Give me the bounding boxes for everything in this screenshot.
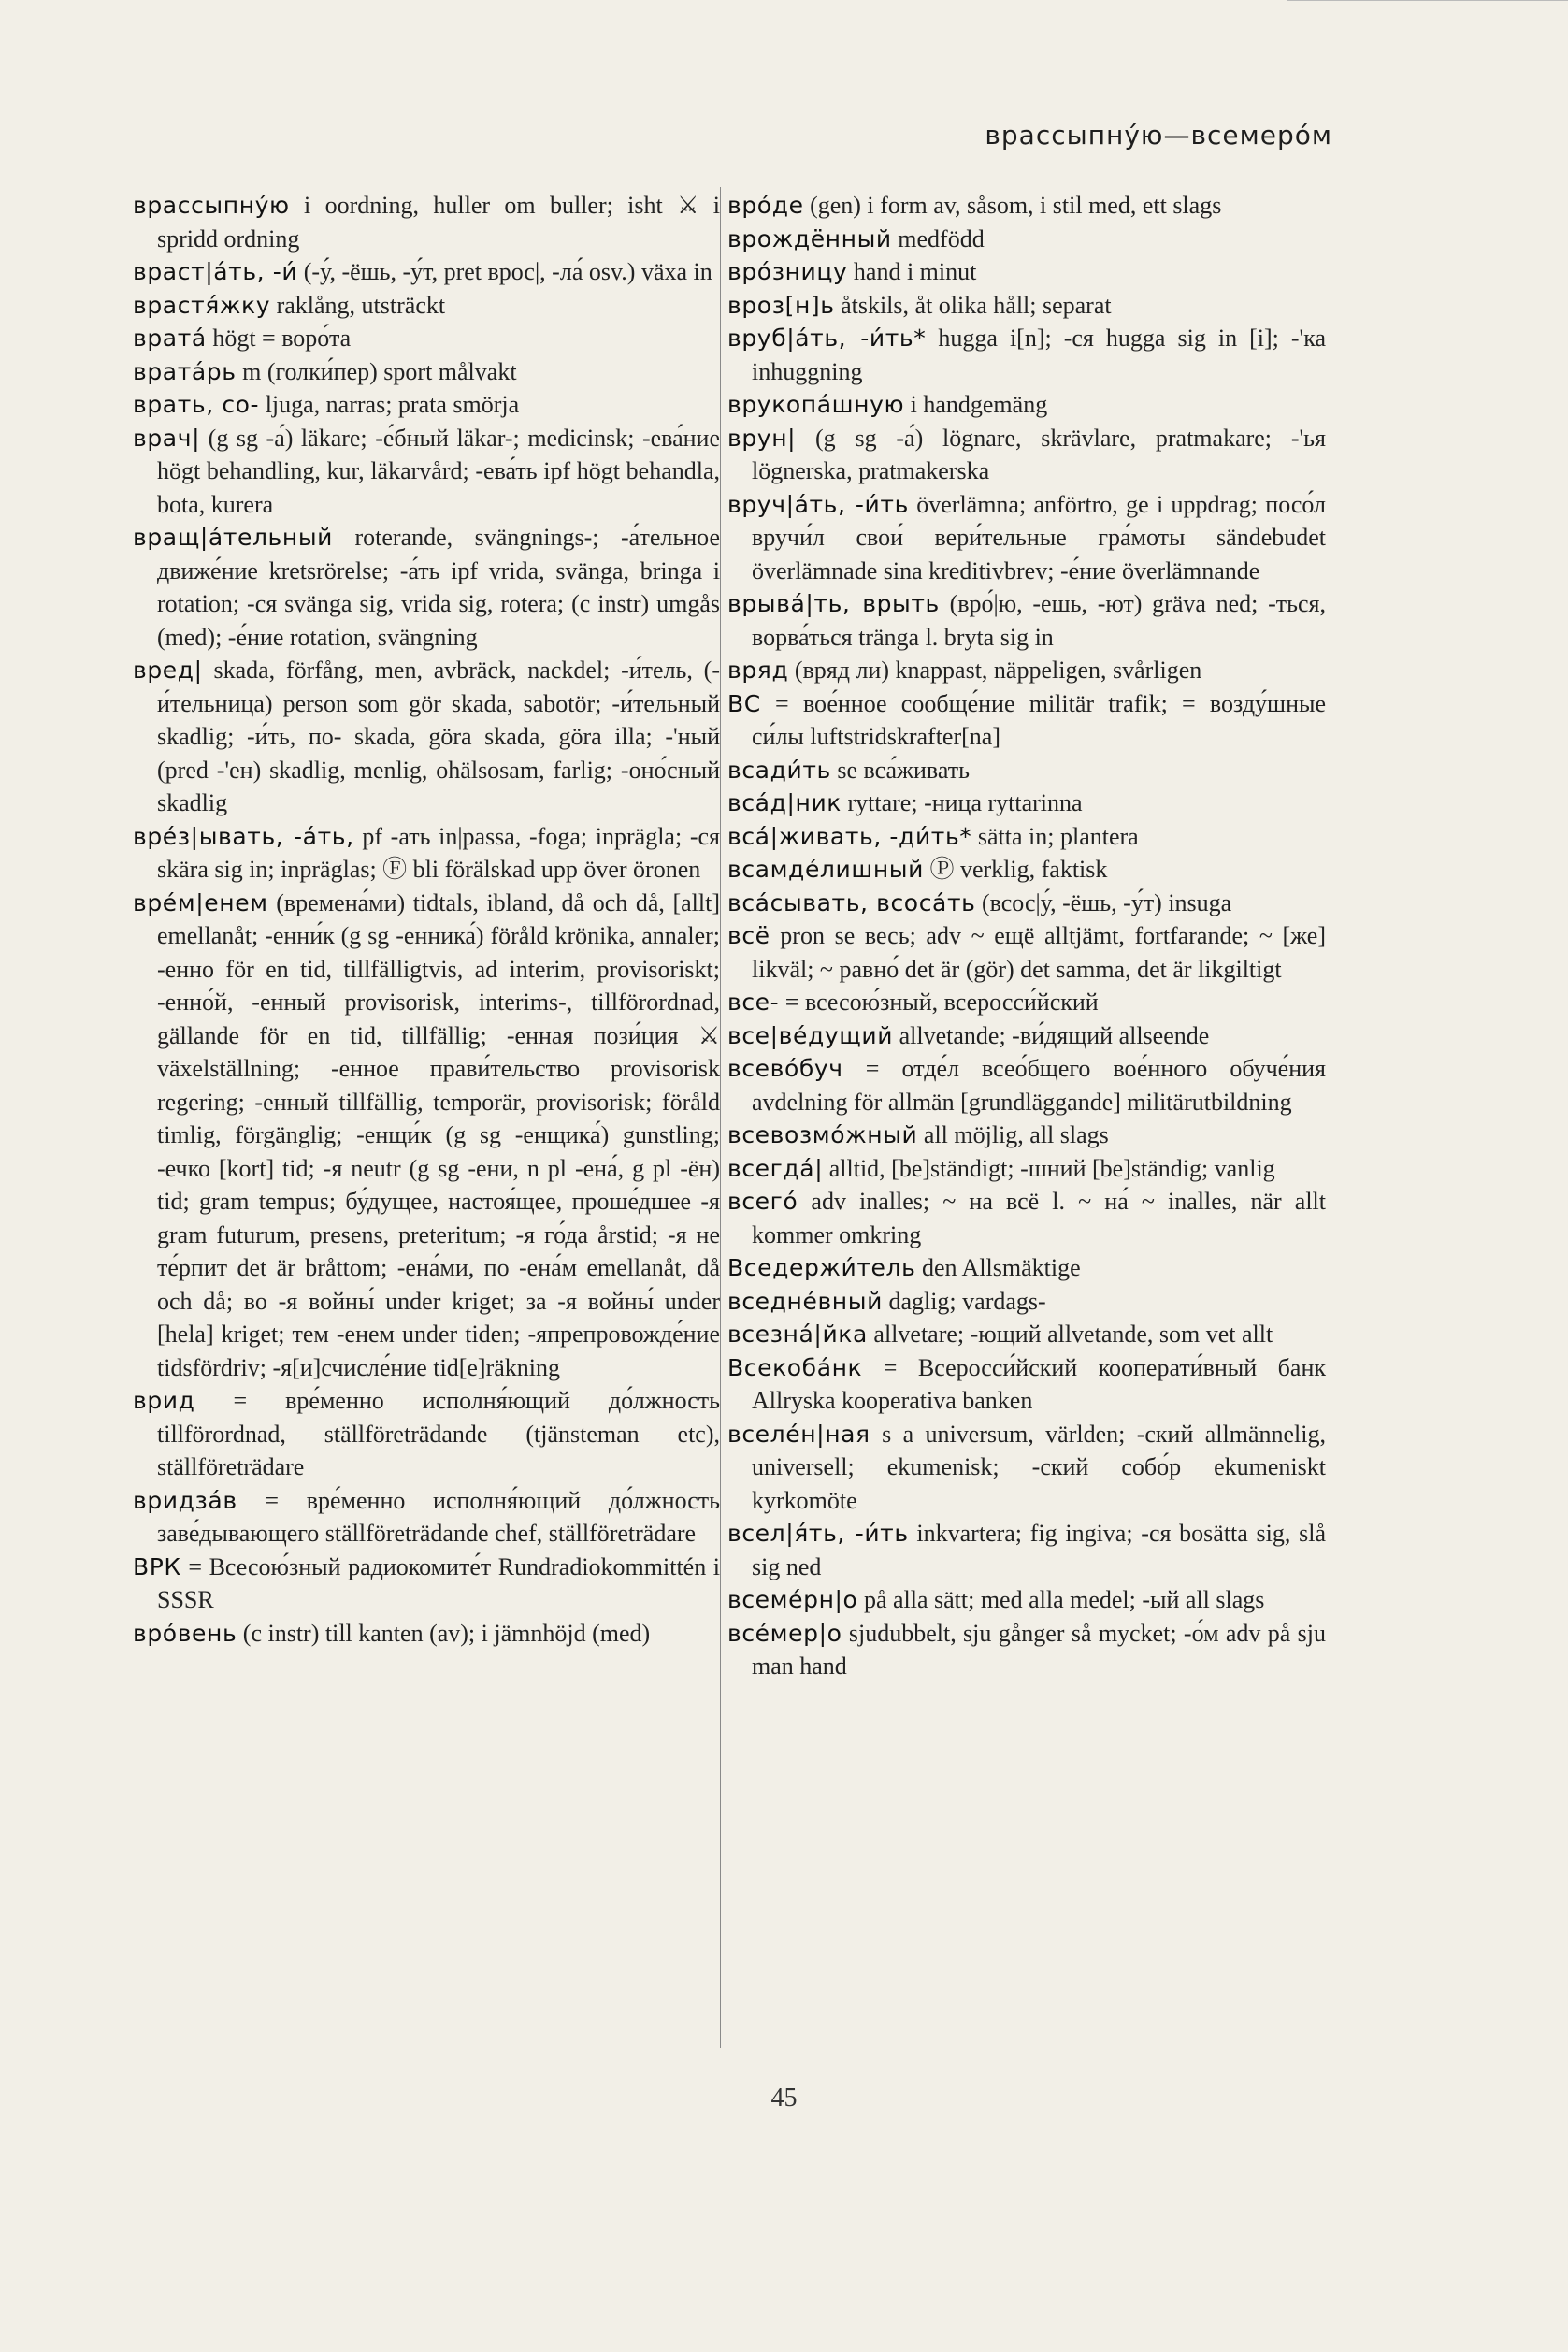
dictionary-entry bbox=[133, 887, 720, 1385]
dictionary-entry bbox=[727, 853, 1326, 887]
entry-headword: все|ве́дущий bbox=[727, 1021, 894, 1049]
dictionary-entry bbox=[727, 388, 1326, 422]
dictionary-entry bbox=[727, 986, 1326, 1019]
entry-headword: все́мер|о bbox=[727, 1619, 842, 1647]
dictionary-entry bbox=[727, 1152, 1326, 1186]
dictionary-entry bbox=[727, 754, 1326, 787]
entry-definition: Ⓟ verklig, faktisk bbox=[929, 856, 1108, 883]
dictionary-entry bbox=[727, 1418, 1326, 1518]
entry-headword: вро́зницу bbox=[727, 258, 848, 285]
entry-headword: врата́рь bbox=[133, 357, 237, 385]
entry-definition: = вре́менно исполня́ющий до́лжность заве́дывающего ställföreträdande chef, ställföreträdare bbox=[157, 1486, 721, 1547]
entry-headword: вридза́в bbox=[133, 1486, 237, 1514]
entry-definition: hugga i[n]; -ся hugga sig in [i]; -'ка inhuggning bbox=[752, 325, 1326, 385]
entry-headword: вращ|а́тельный bbox=[133, 524, 334, 551]
dictionary-entry bbox=[727, 1019, 1326, 1053]
entry-definition: i oordning, huller om buller; isht ⚔ i spridd ordning bbox=[157, 192, 720, 253]
entry-definition: se вса́живать bbox=[837, 756, 970, 784]
entry-headword: Вседержи́тель bbox=[727, 1254, 916, 1281]
dictionary-entry bbox=[727, 1251, 1326, 1285]
entry-headword: врождённый bbox=[727, 224, 892, 253]
entry-definition: allvetare; -ющий allvetande, som vet allt bbox=[873, 1320, 1273, 1348]
entry-headword: вса́д|ник bbox=[727, 789, 842, 816]
dictionary-entry bbox=[133, 521, 720, 654]
dictionary-entry bbox=[727, 820, 1326, 854]
entry-headword: вро́де bbox=[727, 192, 804, 219]
page-number: 45 bbox=[770, 2084, 798, 2113]
entry-definition: ryttare; -ница ryttarinna bbox=[847, 789, 1083, 816]
entry-headword: врать, со- bbox=[133, 391, 260, 418]
entry-definition: s a universum, världen; -ский allmännelig, universell; ekumenisk; -ский собо́р ekumeniskt kyrkomöte bbox=[752, 1420, 1326, 1514]
dictionary-entry bbox=[133, 1551, 720, 1617]
entry-headword: ВРК bbox=[133, 1552, 181, 1580]
dictionary-entry bbox=[727, 887, 1326, 920]
dictionary-entry bbox=[727, 322, 1326, 388]
entry-headword: враст|а́ть, -и́ bbox=[133, 258, 298, 285]
dictionary-entry bbox=[133, 289, 720, 323]
entry-headword: все- bbox=[727, 988, 780, 1016]
entry-definition: (g sg -а́) lögnare, skrävlare, pratmakare; -'ья lögnerska, pratmakerska bbox=[752, 424, 1326, 484]
entry-headword: всего́ bbox=[727, 1188, 798, 1215]
entry-definition: högt = воро́та bbox=[212, 325, 352, 352]
dictionary-entry bbox=[727, 1583, 1326, 1617]
entry-definition: åtskils, åt olika håll; separat bbox=[841, 291, 1112, 319]
entry-definition: pron se весь; adv ~ ещё alltjämt, fortfarande; ~ [же] likväl; ~ равно́ det är (gör) det samma, det är likgiltigt bbox=[752, 922, 1327, 983]
dictionary-entry bbox=[727, 786, 1326, 820]
dictionary-entry bbox=[727, 1052, 1326, 1118]
entry-definition: sjudubbelt, sju gånger så mycket; -о́м adv på sju man hand bbox=[752, 1619, 1327, 1680]
entry-headword: врастя́жку bbox=[133, 291, 271, 319]
entry-definition: överlämna; anförtro, ge i uppdrag; посо́л вручи́л свои́ вери́тельные гра́моты sändebudet överlämnade sina kreditivbrev; -е́ние överlämnande bbox=[752, 490, 1327, 584]
dictionary-entry bbox=[727, 1617, 1326, 1683]
dictionary-entry bbox=[133, 255, 720, 289]
entry-definition: skada, förfång, men, avbräck, nackdel; -и́тель, (-и́тельница) person som gör skada, sabotör; -и́тельный skadlig; -и́ть, по- skada, göra skada, göra illa; -'ный (pred -'ен) skadlig, menlig, ohälsosam, farlig; -оно́сный skadlig bbox=[157, 657, 720, 816]
dictionary-entry bbox=[727, 654, 1326, 687]
left-column bbox=[133, 189, 720, 1650]
dictionary-entry bbox=[727, 223, 1326, 256]
dictionary-entry bbox=[727, 422, 1326, 488]
entry-definition: (-у́, -ёшь, -у́т, pret врос|, -ла́ osv.) växa in bbox=[303, 258, 712, 285]
entry-definition: (g sg -а́) läkare; -е́бный läkar-; medicinsk; -ева́ние högt behandling, kur, läkarvård; -ева́ть ipf högt behandla, bota, kurera bbox=[157, 424, 720, 518]
entry-definition: sätta in; plantera bbox=[977, 822, 1139, 850]
entry-definition: (всос|у́, -ёшь, -у́т) insuga bbox=[981, 888, 1232, 916]
entry-headword: всамде́лишный bbox=[727, 856, 924, 883]
entry-headword: Всекоба́нк bbox=[727, 1353, 863, 1381]
entry-headword: вре́з|ывать, -а́ть, bbox=[133, 822, 354, 850]
dictionary-entry bbox=[727, 587, 1326, 654]
column-divider bbox=[720, 187, 721, 2048]
entry-definition: daglig; vardags- bbox=[888, 1287, 1046, 1315]
entry-headword: всел|я́ть, -и́ть bbox=[727, 1520, 909, 1547]
page-edge-mark bbox=[1287, 0, 1568, 5]
right-column bbox=[727, 189, 1326, 1683]
entry-headword: вроз[н]ь bbox=[727, 291, 835, 319]
entry-headword: всеме́рн|о bbox=[727, 1586, 858, 1613]
dictionary-entry bbox=[133, 1384, 720, 1484]
entry-definition: allvetande; -ви́дящий allseende bbox=[899, 1021, 1210, 1049]
entry-headword: врукопа́шную bbox=[727, 391, 905, 418]
dictionary-entry bbox=[133, 1617, 720, 1651]
entry-headword: всегда́| bbox=[727, 1154, 824, 1182]
entry-definition: = всесою́зный, всеросси́йский bbox=[784, 988, 1099, 1016]
dictionary-entry bbox=[727, 1185, 1326, 1251]
entry-headword: вселе́н|ная bbox=[727, 1420, 870, 1448]
dictionary-entry bbox=[727, 1318, 1326, 1351]
entry-definition: (вряд ли) knappast, näppeligen, svårligen bbox=[794, 657, 1202, 684]
dictionary-entry bbox=[133, 654, 720, 820]
entry-definition: = Всеросси́йский кооперати́вный банк Allryska kooperativa banken bbox=[752, 1353, 1326, 1414]
entry-definition: = отде́л всео́бщего вое́нного обуче́ния avdelning för allmän [grundläggande] militärutbildning bbox=[752, 1055, 1326, 1116]
entry-headword: вред| bbox=[133, 657, 203, 684]
entry-definition: ljuga, narras; prata smörja bbox=[265, 391, 520, 418]
entry-definition: = Всесою́зный радиокомите́т Rundradiokommittén i SSSR bbox=[157, 1552, 721, 1613]
entry-headword: врассыпну́ю bbox=[133, 192, 290, 219]
entry-definition: = вре́менно исполня́ющий до́лжность tillförordnad, ställföreträdande (tjänsteman etc), ställföreträdare bbox=[157, 1387, 721, 1480]
dictionary-entry bbox=[727, 289, 1326, 323]
entry-headword: всевозмо́жный bbox=[727, 1121, 918, 1148]
entry-definition: hand i minut bbox=[853, 258, 977, 285]
entry-headword: врид bbox=[133, 1387, 195, 1414]
dictionary-entry bbox=[727, 1351, 1326, 1418]
entry-headword: вряд bbox=[727, 657, 789, 684]
entry-definition: medfödd bbox=[898, 224, 985, 253]
dictionary-entry bbox=[133, 189, 720, 255]
entry-definition: alltid, [be]ständigt; -шний [be]ständig; vanlig bbox=[828, 1154, 1275, 1182]
entry-definition: = вое́нное сообще́ние militär trafik; = возду́шные си́лы luftstridskrafter[na] bbox=[752, 689, 1326, 750]
entry-definition: (gen) i form av, såsom, i stil med, ett slags bbox=[810, 192, 1222, 219]
entry-definition: pf -ать in|passa, -foga; inprägla; -ся skära sig in; inpräglas; Ⓕ bli förälskad upp över öronen bbox=[157, 822, 721, 883]
entry-definition: (вро́|ю, -ешь, -ют) gräva ned; -ться, ворва́ться tränga l. bryta sig in bbox=[752, 590, 1327, 651]
dictionary-entry bbox=[133, 820, 720, 887]
entry-headword: вре́м|енем bbox=[133, 888, 268, 916]
entry-headword: вса́сывать, всоса́ть bbox=[727, 888, 976, 916]
dictionary-entry bbox=[727, 1118, 1326, 1152]
entry-headword: вруб|а́ть, -и́ть* bbox=[727, 325, 927, 352]
entry-headword: вса́|живать, -ди́ть* bbox=[727, 822, 972, 850]
entry-headword: врун| bbox=[727, 424, 797, 452]
dictionary-entry bbox=[727, 1285, 1326, 1319]
entry-definition: raklång, utsträckt bbox=[276, 291, 446, 319]
dictionary-entry bbox=[727, 488, 1326, 588]
dictionary-entry bbox=[727, 919, 1326, 986]
entry-definition: roterande, svängnings-; -а́тельное движе́ние kretsrörelse; -а́ть ipf vrida, svänga, bringa i rotation; -ся svänga sig, vrida sig, rotera; (с instr) umgås (med); -е́ние rotation, svängning bbox=[157, 524, 720, 651]
entry-definition: på alla sätt; med alla medel; -ый all slags bbox=[863, 1586, 1265, 1613]
running-head: врассыпну́ю—всемеро́м bbox=[985, 120, 1332, 151]
entry-headword: всево́буч bbox=[727, 1055, 843, 1082]
dictionary-entry bbox=[727, 687, 1326, 754]
dictionary-entry bbox=[133, 1484, 720, 1551]
entry-definition: m (голки́пер) sport målvakt bbox=[242, 357, 517, 385]
entry-definition: i handgemäng bbox=[910, 391, 1048, 418]
dictionary-entry bbox=[133, 322, 720, 355]
dictionary-entry bbox=[133, 355, 720, 389]
dictionary-entry bbox=[133, 422, 720, 522]
entry-definition: inkvartera; fig ingiva; -ся bosätta sig, slå sig ned bbox=[752, 1520, 1326, 1580]
entry-headword: врыва́|ть, врыть bbox=[727, 590, 940, 617]
dictionary-entry bbox=[727, 1517, 1326, 1583]
dictionary-entry bbox=[133, 388, 720, 422]
entry-headword: врач| bbox=[133, 424, 201, 452]
entry-definition: all möjlig, all slags bbox=[923, 1121, 1109, 1148]
entry-definition: (времена́ми) tidtals, ibland, då och då, [allt] emellanåt; -енни́к (g sg -енника́) föråld krönika, annaler; -енно för en tid, tillfälligtvis, ad interim, provisoriskt; -енно́й, -енный provisorisk, interims-, tillförordnad, gällande för en tid, tillfällig; -енная пози́ция ⚔ växelställning; -енное прави́тельство provisorisk regering; -енный tillfällig, temporär, provisorisk; föråld timlig, förgänglig; -енщи́к (g sg -енщика́) gunstling; -ечко [kort] tid; -я neutr (g sg -ени, n pl -ена́, g pl -ён) tid; gram tempus; бу́дущее, настоя́щее, проше́дшее -я gram futurum, presens, preteritum; -я го́да årstid; -я не те́рпит det är bråttom; -ена́ми, по -ена́м emellanåt, då och då; во -я войны́ under kriget; за -я войны́ under [hela] kriget; тем -енем under tiden; -япрепровожде́ние tidsfördriv; -я[и]счисле́ние tid[e]räkning bbox=[157, 888, 721, 1381]
entry-headword: ВС bbox=[727, 689, 761, 717]
entry-definition: (с instr) till kanten (av); i jämnhöjd (med) bbox=[242, 1619, 651, 1647]
entry-definition: adv inalles; ~ на всё l. ~ на́ ~ inalles, när allt kommer omkring bbox=[752, 1188, 1326, 1248]
entry-headword: всади́ть bbox=[727, 756, 831, 784]
entry-headword: вро́вень bbox=[133, 1619, 237, 1647]
dictionary-entry bbox=[727, 189, 1326, 223]
entry-headword: врата́ bbox=[133, 325, 207, 352]
entry-headword: вседне́вный bbox=[727, 1287, 883, 1315]
entry-headword: вруч|а́ть, -и́ть bbox=[727, 490, 909, 518]
entry-headword: всё bbox=[727, 922, 770, 949]
entry-definition: den Allsmäktige bbox=[921, 1254, 1081, 1281]
dictionary-entry bbox=[727, 255, 1326, 289]
entry-headword: всезна́|йка bbox=[727, 1320, 868, 1348]
